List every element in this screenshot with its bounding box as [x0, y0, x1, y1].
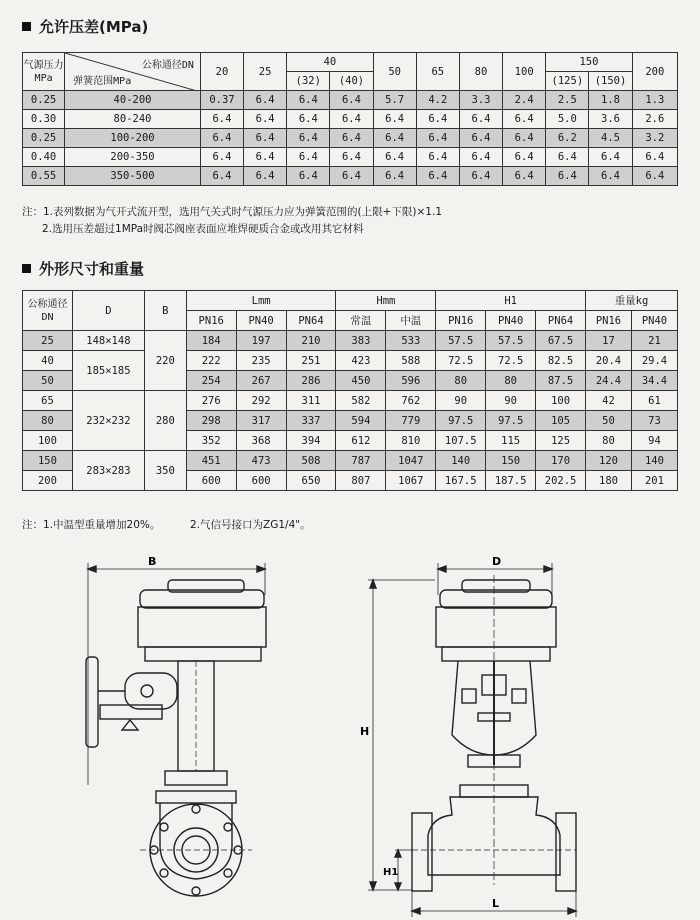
table-cell: 0.37 [200, 91, 243, 110]
header-l: Lmm [186, 291, 336, 311]
table-cell: 3.6 [589, 110, 632, 129]
dn-subcol: (32) [287, 72, 330, 91]
table-cell: 150 [486, 451, 536, 471]
table-cell: 6.4 [503, 129, 546, 148]
header-d: D [72, 291, 144, 331]
table-cell: 5.0 [546, 110, 589, 129]
subheader: PN64 [286, 311, 336, 331]
table-cell: 588 [386, 351, 436, 371]
table-cell: 6.4 [459, 148, 502, 167]
table-cell: 87.5 [536, 371, 586, 391]
subheader: PN40 [236, 311, 286, 331]
table-cell: 311 [286, 391, 336, 411]
table-cell: 29.4 [631, 351, 677, 371]
table-cell: 220 [144, 331, 186, 391]
table-cell: 17 [586, 331, 632, 351]
table-cell: 167.5 [436, 471, 486, 491]
table-cell: 6.4 [200, 129, 243, 148]
table-cell: 40 [23, 351, 73, 371]
table-cell: 24.4 [586, 371, 632, 391]
table-cell: 197 [236, 331, 286, 351]
table-cell: 105 [536, 411, 586, 431]
table-cell: 61 [631, 391, 677, 411]
table-cell: 80-240 [65, 110, 201, 129]
table-cell: 150 [23, 451, 73, 471]
table-row [23, 391, 678, 411]
table-cell: 762 [386, 391, 436, 411]
table-cell: 508 [286, 451, 336, 471]
table-cell: 6.4 [589, 148, 632, 167]
table-cell: 100 [536, 391, 586, 411]
table-cell: 286 [286, 371, 336, 391]
table-cell: 187.5 [486, 471, 536, 491]
table-cell: 97.5 [486, 411, 536, 431]
table-cell: 90 [486, 391, 536, 411]
dn-subcol: (125) [546, 72, 589, 91]
table-cell: 6.4 [330, 110, 373, 129]
dn-col: 200 [632, 53, 677, 91]
table-cell: 3.3 [459, 91, 502, 110]
subheader: PN16 [436, 311, 486, 331]
table-cell: 5.7 [373, 91, 416, 110]
table-row [23, 351, 678, 371]
table-cell: 50 [23, 371, 73, 391]
table-cell: 201 [631, 471, 677, 491]
table-cell: 97.5 [436, 411, 486, 431]
table-cell: 0.55 [23, 167, 65, 186]
table-cell: 0.30 [23, 110, 65, 129]
header-air-pressure: 气源压力 MPa [23, 53, 65, 91]
table-cell: 67.5 [536, 331, 586, 351]
note-2: 2.气信号接口为ZG1/4"。 [190, 519, 311, 531]
table-cell: 350-500 [65, 167, 201, 186]
table-cell: 107.5 [436, 431, 486, 451]
table-cell: 94 [631, 431, 677, 451]
table-cell: 582 [336, 391, 386, 411]
table-cell: 394 [286, 431, 336, 451]
table-cell: 596 [386, 371, 436, 391]
table-row [23, 91, 678, 110]
table-cell: 34.4 [631, 371, 677, 391]
pressure-table [22, 52, 678, 186]
table-cell: 6.4 [287, 91, 330, 110]
table-cell: 0.25 [23, 91, 65, 110]
table-cell: 600 [236, 471, 286, 491]
table-cell: 140 [436, 451, 486, 471]
dn-col: 20 [200, 53, 243, 91]
table-cell: 80 [586, 431, 632, 451]
table-cell: 6.4 [330, 167, 373, 186]
table-cell: 222 [186, 351, 236, 371]
table-cell: 298 [186, 411, 236, 431]
table-cell: 232×232 [72, 391, 144, 451]
table-cell: 100-200 [65, 129, 201, 148]
table-cell: 6.4 [373, 110, 416, 129]
table-cell: 6.4 [287, 129, 330, 148]
section-title-text: 允许压差(MPa) [39, 18, 149, 36]
table-cell: 807 [336, 471, 386, 491]
table-cell: 185×185 [72, 351, 144, 391]
table-cell: 1.3 [632, 91, 677, 110]
table-cell: 115 [486, 431, 536, 451]
table-cell: 57.5 [486, 331, 536, 351]
table-cell: 80 [486, 371, 536, 391]
dn-col: 80 [459, 53, 502, 91]
dn-subcol: (40) [330, 72, 373, 91]
table-cell: 6.4 [459, 167, 502, 186]
dim-label-d: D [492, 555, 502, 568]
table-cell: 352 [186, 431, 236, 451]
table-cell: 251 [286, 351, 336, 371]
dim-label-l: L [492, 897, 500, 910]
table-cell: 6.4 [503, 167, 546, 186]
table-cell: 200-350 [65, 148, 201, 167]
table-cell: 276 [186, 391, 236, 411]
table-cell: 6.4 [200, 148, 243, 167]
table-cell: 533 [386, 331, 436, 351]
table-cell: 280 [144, 391, 186, 451]
table-cell: 100 [23, 431, 73, 451]
dn-col: 50 [373, 53, 416, 91]
table-row [23, 129, 678, 148]
subheader: PN64 [536, 311, 586, 331]
table-cell: 787 [336, 451, 386, 471]
table-cell: 6.4 [503, 148, 546, 167]
header-h1: H1 [436, 291, 586, 311]
table-row [23, 451, 678, 471]
table-cell: 1.8 [589, 91, 632, 110]
table-cell: 450 [336, 371, 386, 391]
table-cell: 72.5 [436, 351, 486, 371]
dn-col: 100 [503, 53, 546, 91]
table-cell: 20.4 [586, 351, 632, 371]
table-cell: 210 [286, 331, 336, 351]
table-cell: 6.4 [200, 167, 243, 186]
table-cell: 40-200 [65, 91, 201, 110]
table-cell: 6.4 [546, 148, 589, 167]
header-dn: 公称通径 DN [23, 291, 73, 331]
dimension-table [22, 290, 678, 491]
table-cell: 57.5 [436, 331, 486, 351]
table-cell: 337 [286, 411, 336, 431]
table-cell: 283×283 [72, 451, 144, 491]
table-cell: 292 [236, 391, 286, 411]
table-row [23, 167, 678, 186]
table-cell: 6.4 [244, 148, 287, 167]
table-cell: 6.4 [330, 91, 373, 110]
subheader: PN40 [631, 311, 677, 331]
table-cell: 235 [236, 351, 286, 371]
table-cell: 3.2 [632, 129, 677, 148]
table-cell: 82.5 [536, 351, 586, 371]
table-cell: 1047 [386, 451, 436, 471]
table-cell: 140 [631, 451, 677, 471]
table-cell: 170 [536, 451, 586, 471]
table-cell: 21 [631, 331, 677, 351]
dim-label-b: B [148, 555, 157, 568]
table-cell: 267 [236, 371, 286, 391]
table-cell: 2.5 [546, 91, 589, 110]
dn-col: 40 [287, 53, 373, 72]
table-cell: 6.4 [287, 110, 330, 129]
note-2: 2.选用压差超过1MPa时阀芯阀座表面应堆焊硬质合金或改用其它材料 [42, 223, 364, 235]
table-cell: 317 [236, 411, 286, 431]
table-cell: 350 [144, 451, 186, 491]
table-cell: 6.4 [244, 91, 287, 110]
header-dn-label: 公称通径DN [141, 60, 194, 71]
table-cell: 6.4 [330, 129, 373, 148]
header-spring-label: 弹簧范围MPa [73, 76, 132, 87]
table-cell: 200 [23, 471, 73, 491]
table-cell: 65 [23, 391, 73, 411]
table-cell: 180 [586, 471, 632, 491]
table-cell: 42 [586, 391, 632, 411]
section-title-dimensions [22, 258, 144, 279]
header-weight: 重量kg [586, 291, 678, 311]
table-cell: 6.2 [546, 129, 589, 148]
table-cell: 184 [186, 331, 236, 351]
table-cell: 254 [186, 371, 236, 391]
table-cell: 6.4 [503, 110, 546, 129]
table-cell: 6.4 [244, 129, 287, 148]
dn-col: 150 [546, 53, 632, 72]
table-cell: 6.4 [589, 167, 632, 186]
table-row [23, 148, 678, 167]
table-cell: 73 [631, 411, 677, 431]
table-cell: 2.6 [632, 110, 677, 129]
dn-col: 25 [244, 53, 287, 91]
table-row [23, 110, 678, 129]
bullet-square-icon [22, 264, 31, 273]
table-cell: 779 [386, 411, 436, 431]
table-cell: 6.4 [244, 110, 287, 129]
note-1: 注：1.中温型重量增加20%。 [22, 519, 161, 531]
table-cell: 6.4 [244, 167, 287, 186]
table-cell: 90 [436, 391, 486, 411]
note-1: 注：1.表列数据为气开式流开型，选用气关式时气源压力应为弹簧范围的(上限+下限)×1.1 [22, 206, 443, 218]
table-cell: 600 [186, 471, 236, 491]
subheader: PN16 [586, 311, 632, 331]
table-cell: 6.4 [632, 167, 677, 186]
subheader: PN40 [486, 311, 536, 331]
table-cell: 473 [236, 451, 286, 471]
table-cell: 0.25 [23, 129, 65, 148]
dim-label-h: H [360, 725, 370, 738]
table-cell: 6.4 [287, 167, 330, 186]
table-cell: 4.2 [416, 91, 459, 110]
table-cell: 6.4 [459, 129, 502, 148]
table-row [23, 331, 678, 351]
table-cell: 2.4 [503, 91, 546, 110]
table-cell: 6.4 [200, 110, 243, 129]
section-title-pressure [22, 16, 148, 37]
table-cell: 368 [236, 431, 286, 451]
header-b: B [144, 291, 186, 331]
table-cell: 6.4 [459, 110, 502, 129]
table-cell: 650 [286, 471, 336, 491]
table-cell: 6.4 [330, 148, 373, 167]
table-cell: 451 [186, 451, 236, 471]
subheader: PN16 [186, 311, 236, 331]
dn-col: 65 [416, 53, 459, 91]
table-cell: 72.5 [486, 351, 536, 371]
header-diagonal-cell [65, 53, 201, 91]
dn-subcol: (150) [589, 72, 632, 91]
table-cell: 148×148 [72, 331, 144, 351]
table-cell: 6.4 [373, 167, 416, 186]
section-title-text: 外形尺寸和重量 [39, 260, 145, 278]
table-cell: 50 [586, 411, 632, 431]
table-cell: 6.4 [416, 148, 459, 167]
table-cell: 120 [586, 451, 632, 471]
table-cell: 202.5 [536, 471, 586, 491]
subheader: 中温 [386, 311, 436, 331]
valve-drawing [0, 545, 700, 920]
table-cell: 6.4 [416, 129, 459, 148]
table-cell: 0.40 [23, 148, 65, 167]
table-cell: 6.4 [373, 129, 416, 148]
table-cell: 383 [336, 331, 386, 351]
table-cell: 25 [23, 331, 73, 351]
header-h: Hmm [336, 291, 436, 311]
table-cell: 6.4 [416, 167, 459, 186]
table-cell: 6.4 [287, 148, 330, 167]
table-cell: 6.4 [632, 148, 677, 167]
table-cell: 6.4 [416, 110, 459, 129]
table-cell: 6.4 [373, 148, 416, 167]
table-cell: 6.4 [546, 167, 589, 186]
subheader: 常温 [336, 311, 386, 331]
bullet-square-icon [22, 22, 31, 31]
table-cell: 594 [336, 411, 386, 431]
table-cell: 80 [436, 371, 486, 391]
table-cell: 810 [386, 431, 436, 451]
table-cell: 612 [336, 431, 386, 451]
table-cell: 125 [536, 431, 586, 451]
table-cell: 1067 [386, 471, 436, 491]
table-cell: 4.5 [589, 129, 632, 148]
table-cell: 423 [336, 351, 386, 371]
dim-label-h1: H1 [383, 867, 399, 878]
table-cell: 80 [23, 411, 73, 431]
